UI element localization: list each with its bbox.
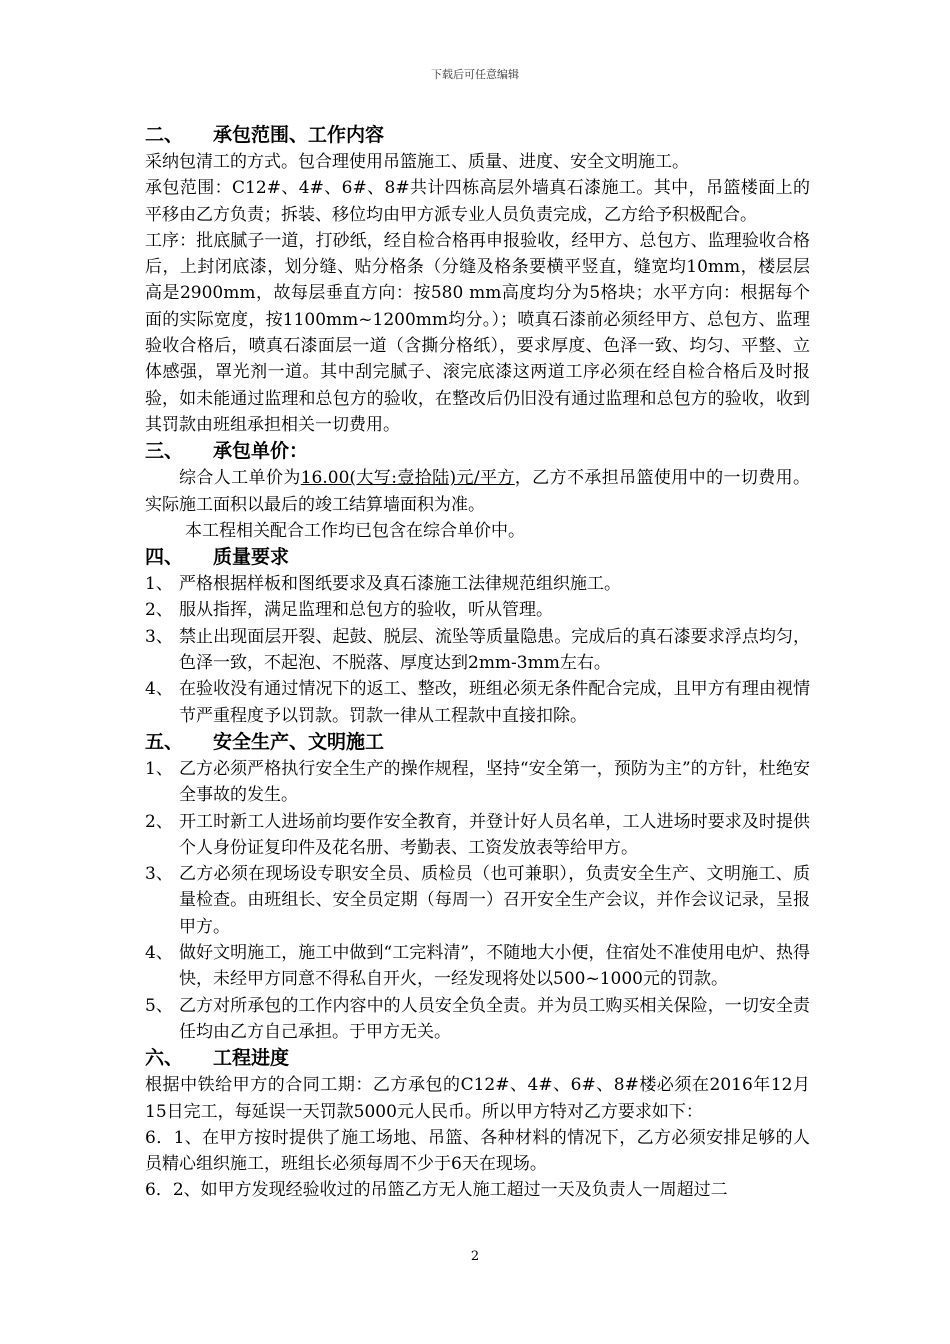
section-number: 五、: [145, 730, 184, 753]
unit-price: 16.00(大写:壹拾陆)元/平方: [300, 468, 515, 489]
item-text: 严格根据样板和图纸要求及真石漆施工法律规范组织施工。: [179, 574, 621, 595]
page-number: 2: [470, 1249, 480, 1264]
list-item: [145, 571, 810, 597]
item-number: 2、: [145, 811, 173, 832]
paragraph: [145, 465, 810, 518]
paragraph: 6．1、在甲方按时提供了施工场地、吊篮、各种材料的情况下，乙方必须安排足够的人员精心组织施工，班组长必须每周不少于6天在现场。: [145, 1127, 810, 1175]
section-title: 工程进度: [213, 1047, 290, 1070]
list-item: [145, 861, 810, 940]
item-number: 5、: [145, 995, 173, 1016]
paragraph: 工序：批底腻子一道，打砂纸，经自检合格再申报验收，经甲方、总包方、监理验收合格后，上封闭底漆，划分缝、贴分格条（分缝及格条要横平竖直，缝宽均10mm，楼层层高是2900mm，故每层垂直方向：按580 mm高度均分为5格块；水平方向：根据每个面的实际宽度，按1100mm~1200mm均分。）；喷真石漆前必须经甲方、总包方、监理验收合格后，喷真石漆面层一道（含撕分格纸），要求厚度、色泽一致、均匀、平整、立体感强，罩光剂一道。其中刮完腻子、滚完底漆这两道工序必须在经自检合格后及时报验，如未能通过监理和总包方的验收，在整改后仍旧没有通过监理和总包方的验收，收到其罚款由班组承担相关一切费用。: [145, 230, 810, 435]
item-text: 做好文明施工，施工中做到“工完料清”，不随地大小便，住宿处不准使用电炉、热得快，未经甲方同意不得私自开火，一经发现将处以500~1000元的罚款。: [179, 943, 810, 990]
list-item: [145, 597, 810, 623]
list-item: [145, 756, 810, 809]
item-number: 4、: [145, 943, 173, 964]
section-heading: [145, 122, 810, 149]
list-item: [145, 624, 810, 677]
section-heading: [145, 544, 810, 571]
item-text: 乙方对所承包的工作内容中的人员安全负全责。并为员工购买相关保险，一切安全责任均由乙方自己承担。于甲方无关。: [179, 995, 810, 1042]
item-number: 2、: [145, 600, 173, 621]
section-heading: [145, 438, 810, 465]
section-number: 四、: [145, 546, 184, 569]
section-number: 二、: [145, 124, 184, 146]
section-heading: [145, 1045, 810, 1072]
section-title: 承包范围、工作内容: [213, 124, 385, 146]
item-text: 禁止出现面层开裂、起鼓、脱层、流坠等质量隐患。完成后的真石漆要求浮点均匀，色泽一致，不起泡、不脱落、厚度达到2mm-3mm左右。: [179, 626, 810, 674]
item-text: 服从指挥，满足监理和总包方的验收，听从管理。: [179, 600, 553, 621]
document-body: [145, 122, 810, 1204]
page-header: 下载后可任意编辑: [431, 68, 519, 81]
price-prefix: 综合人工单价为: [179, 468, 301, 489]
section-heading: [145, 729, 810, 756]
list-item: [145, 809, 810, 862]
list-item: [145, 940, 810, 993]
paragraph: 采纳包清工的方式。包合理使用吊篮施工、质量、进度、安全文明施工。: [145, 152, 689, 172]
paragraph: 本工程相关配合工作均已包含在综合单价中。: [185, 520, 525, 541]
paragraph: 6．2、如甲方发现经验收过的吊篮乙方无人施工超过一天及负责人一周超过二: [145, 1180, 728, 1201]
section-title: 安全生产、文明施工: [213, 730, 385, 753]
item-text: 开工时新工人进场前均要作安全教育，并登计好人员名单，工人进场时要求及时提供个人身份证复印件及花名册、考勤表、工资发放表等给甲方。: [179, 811, 810, 858]
item-number: 3、: [145, 626, 173, 647]
list-item: [145, 676, 810, 729]
item-text: 乙方必须在现场设专职安全员、质检员（也可兼职），负责安全生产、文明施工、质量检查。由班组长、安全员定期（每周一）召开安全生产会议，并作会议记录，呈报甲方。: [179, 864, 810, 937]
item-text: 乙方必须严格执行安全生产的操作规程，坚持“安全第一，预防为主”的方针，杜绝安全事故的发生。: [179, 758, 810, 806]
item-number: 4、: [145, 679, 173, 700]
section-number: 三、: [145, 440, 184, 463]
paragraph: 根据中铁给甲方的合同工期：乙方承包的C12#、4#、6#、8#楼必须在2016年12月15日完工，每延误一天罚款5000元人民币。所以甲方特对乙方要求如下：: [145, 1075, 810, 1122]
paragraph: 承包范围：C12#、4#、6#、8#共计四栋高层外墙真石漆施工。其中，吊篮楼面上的平移由乙方负责；拆装、移位均由甲方派专业人员负责完成，乙方给予积极配合。: [145, 178, 810, 225]
item-number: 3、: [145, 864, 173, 885]
item-text: 在验收没有通过情况下的返工、整改，班组必须无条件配合完成，且甲方有理由视情节严重程度予以罚款。罚款一律从工程款中直接扣除。: [179, 679, 810, 726]
item-number: 1、: [145, 758, 173, 779]
section-number: 六、: [145, 1047, 184, 1070]
price-suffix: ，乙方不承担吊篮使用中的一切费用。实际施工面积以最后的竣工结算墙面积为准。: [145, 468, 811, 515]
section-title: 承包单价：: [213, 440, 309, 463]
section-title: 质量要求: [213, 546, 290, 569]
item-number: 1、: [145, 574, 173, 595]
list-item: [145, 993, 810, 1046]
